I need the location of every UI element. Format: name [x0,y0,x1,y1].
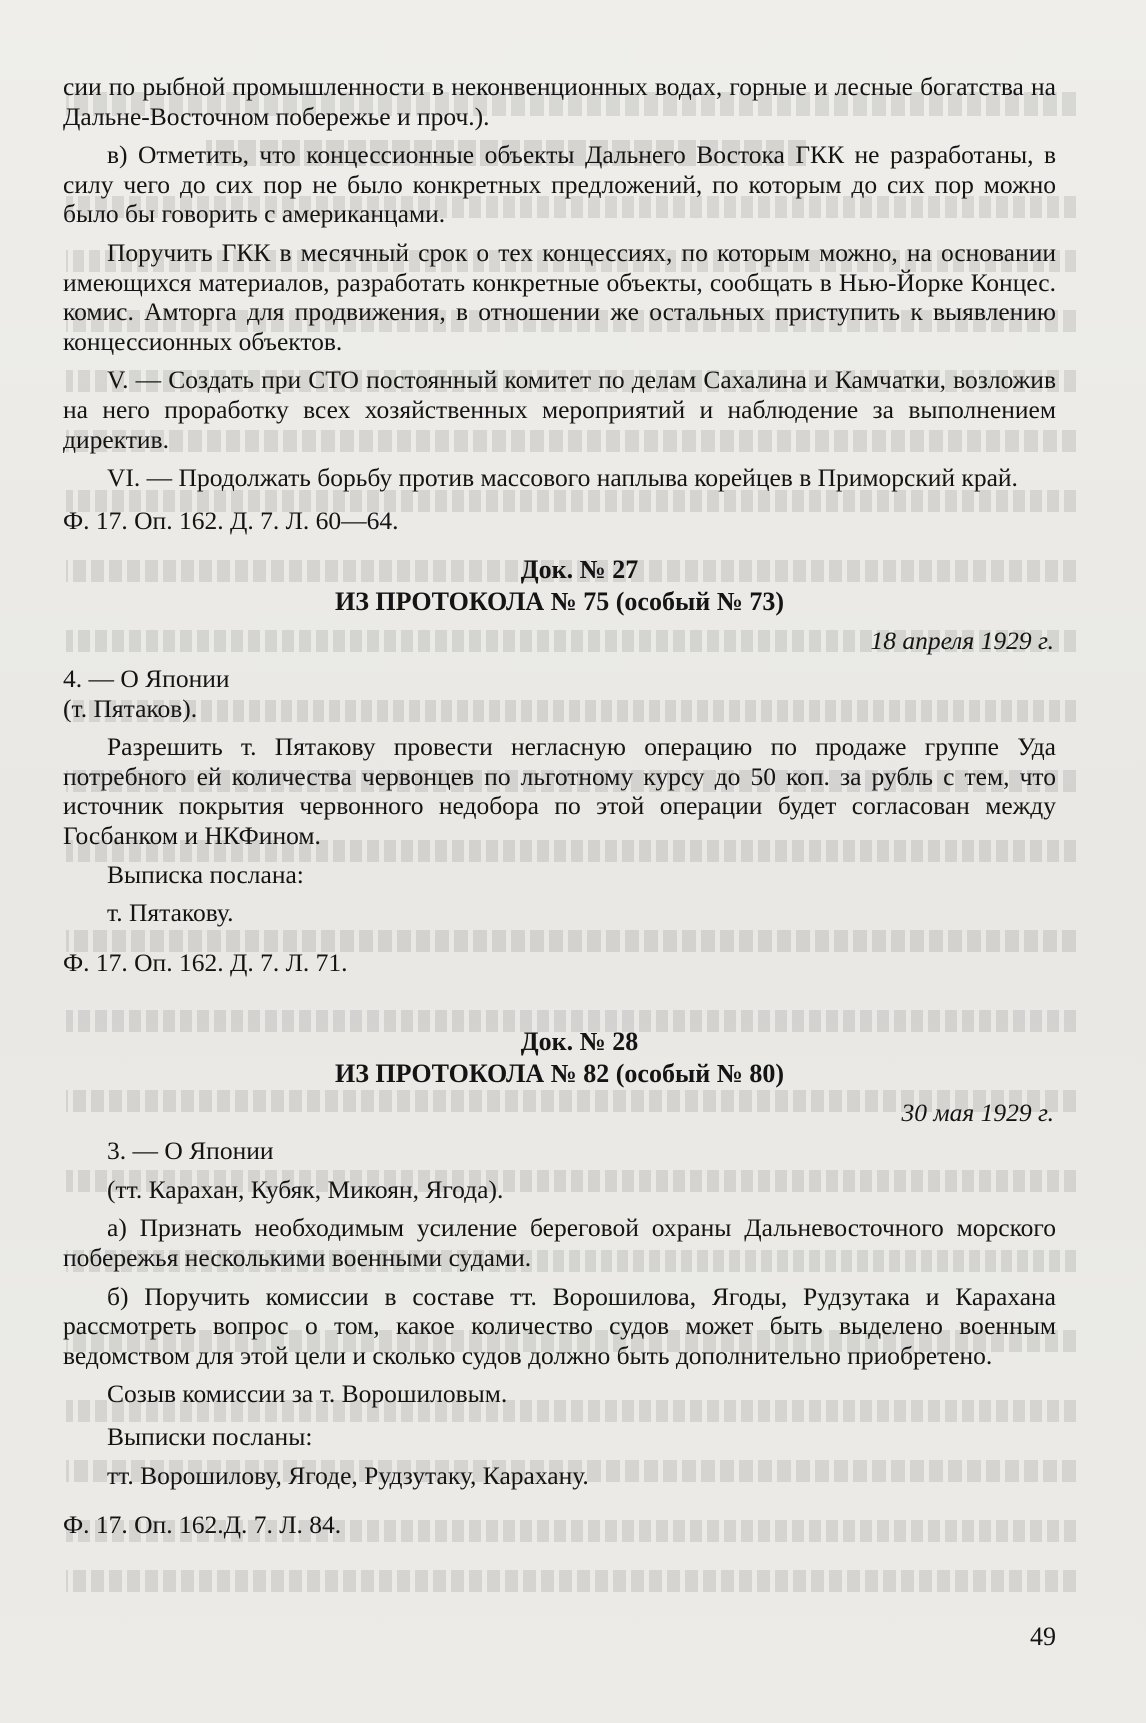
archive-reference-1: Ф. 17. Оп. 162. Д. 7. Л. 60—64. [63,505,399,535]
doc-27-sent-to: т. Пятакову. [107,898,234,928]
doc-28-speakers: (тт. Карахан, Кубяк, Микоян, Ягода). [107,1174,504,1204]
paragraph-fisheries: сии по рыбной промышленности в неконвенционных водах, горные и лесные богатства на Дальне-Восточном побережье и проч.). [63,72,1056,131]
paragraph-gkk-instruction: Поручить ГКК в месячный срок о тех концессиях, по которым можно, на основании имеющихся материалов, разработать конкретные объекты, сообщать в Нью-Йорке Концес. комис. Амторга для продвижения, в отношении же остальных приступить к выявлению концессионных объектов. [63,237,1056,356]
doc-28-point-b: б) Поручить комиссии в составе тт. Ворошилова, Ягоды, Рудзутака и Карахана рассмотреть вопрос о том, какое количество судов может быть выделено военным ведомством для этой цели и сколько судов должно быть дополнительно приобретено. [63,1281,1056,1370]
doc-28-point-a: а) Признать необходимым усиление береговой охраны Дальневосточного морского побережья несколькими военными судами. [63,1213,1056,1272]
paragraph-korean-influx: VI. — Продолжать борьбу против массового наплыва корейцев в Приморский край. [107,463,1018,493]
doc-28-convocation: Созыв комиссии за т. Ворошиловым. [107,1379,508,1409]
doc-28-title: ИЗ ПРОТОКОЛА № 82 (особый № 80) [334,1059,785,1089]
doc-27-body: Разрешить т. Пятакову провести негласную операцию по продаже группе Уда потребного ей количества червонцев по льготному курсу до 50 коп. за рубль с тем, что источник покрытия червонного недобора по этой операции будет согласован между Госбанком и НКФином. [63,732,1056,851]
doc-27-date: 18 апреля 1929 г. [870,625,1054,655]
doc-27-speaker: (т. Пятаков). [63,693,198,723]
doc-27-item: 4. — О Японии [63,664,230,694]
doc-27-title: ИЗ ПРОТОКОЛА № 75 (особый № 73) [334,586,785,616]
doc-27-number: Док. № 27 [520,555,639,585]
doc-28-reference: Ф. 17. Оп. 162.Д. 7. Л. 84. [63,1510,342,1540]
doc-27-sent-label: Выписка послана: [107,859,304,889]
page-number: 49 [1030,1622,1056,1651]
doc-28-number: Док. № 28 [520,1027,639,1057]
document-body [63,72,1056,1540]
doc-27-reference: Ф. 17. Оп. 162. Д. 7. Л. 71. [63,947,348,977]
doc-28-sent-label: Выписки посланы: [107,1421,313,1451]
doc-28-sent-to: тт. Ворошилову, Ягоде, Рудзутаку, Карахану. [107,1460,589,1490]
doc-28-item: 3. — О Японии [107,1136,274,1166]
paragraph-sakhalin-committee: V. — Создать при СТО постоянный комитет по делам Сахалина и Камчатки, возложив на него проработку всех хозяйственных мероприятий и наблюдение за выполнением директив. [63,365,1056,454]
paragraph-concession-objects: в) Отметить, что концессионные объекты Дальнего Востока ГКК не разработаны, в силу чего до сих пор не было конкретных предложений, по которым до сих пор можно было бы говорить с американцами. [63,140,1056,229]
doc-28-date: 30 мая 1929 г. [901,1097,1054,1127]
